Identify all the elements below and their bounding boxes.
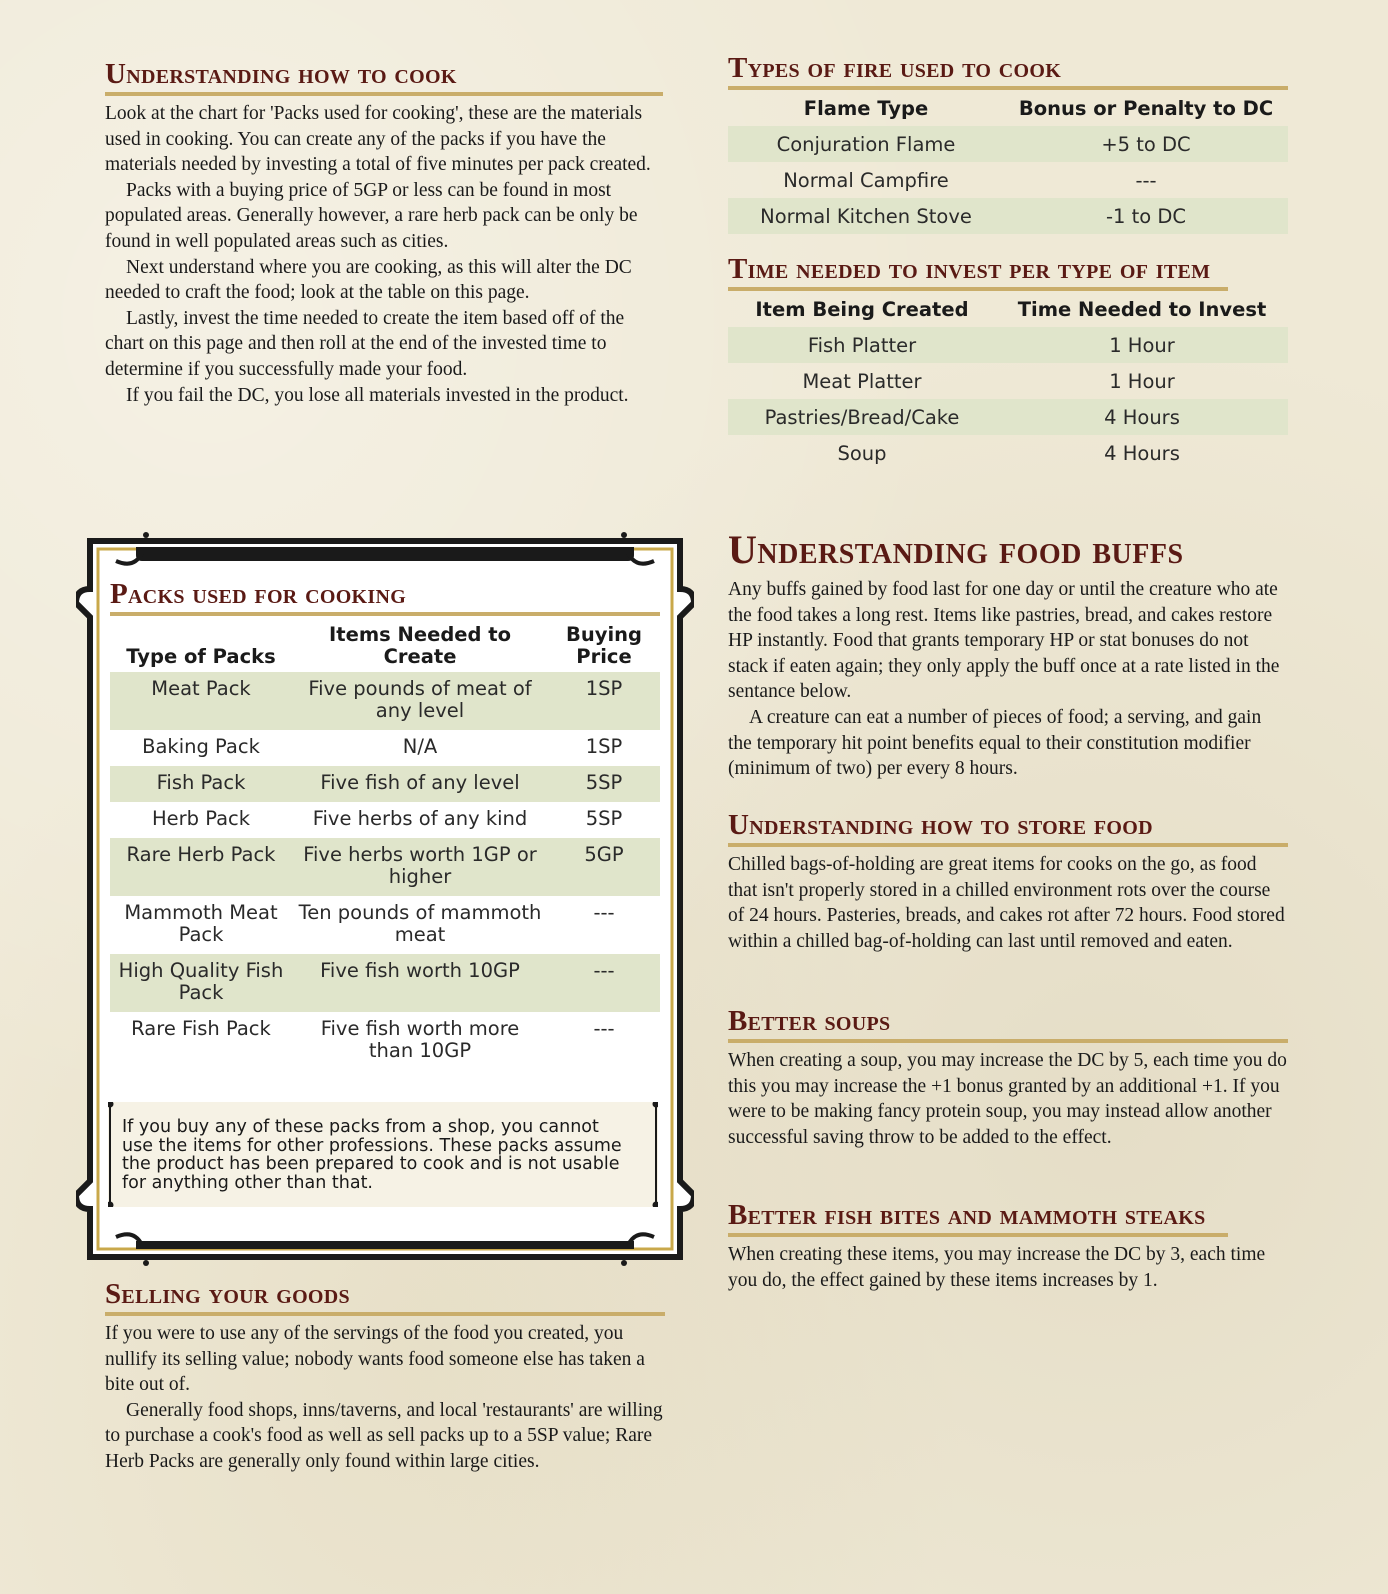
table-row	[728, 126, 1288, 162]
cook-paragraph-5: If you fail the DC, you lose all materials invested in the product.	[126, 384, 629, 406]
table-row	[728, 162, 1288, 198]
heading-packs: Packs used for cooking	[110, 578, 660, 616]
heading-time: Time needed to invest per type of item	[728, 253, 1228, 291]
section-fire	[728, 52, 1288, 234]
flame-bonus-cell: +5 to DC	[1004, 126, 1288, 162]
heading-store: Understanding how to store food	[728, 809, 1288, 847]
time-value-cell: 4 Hours	[996, 399, 1288, 435]
pack-price-cell: 1SP	[585, 735, 623, 758]
section-selling	[105, 1278, 665, 1475]
packs-box	[76, 527, 694, 1271]
table-row	[110, 896, 660, 954]
buffs-paragraph-1: Any buffs gained by food last for one day or until the creature who ate the food takes a long rest. Items like pastries, bread, and cakes restore HP instantly. Food that grants temporary HP or stat bonuses do not stack if eaten again; they only apply the buff once at a rate listed in the sentance below.	[728, 579, 1280, 703]
packs-header-type: Type of Packs	[126, 645, 276, 668]
pack-items-cell: Five herbs worth 1GP or higher	[292, 838, 548, 896]
buffs-paragraph-2: A creature can eat a number of pieces of food; a serving, and gain the temporary hit point benefits equal to their constitution modifier (minimum of two) per every 8 hours.	[728, 706, 1262, 780]
time-value-cell: 4 Hours	[1104, 441, 1180, 465]
fire-table	[728, 90, 1288, 234]
heading-fire: Types of fire used to cook	[728, 52, 1288, 90]
packs-note	[108, 1102, 658, 1207]
pack-type-cell: Meat Pack	[110, 672, 292, 730]
packs-table	[110, 620, 660, 1070]
packs-note-text: If you buy any of these packs from a shop, you cannot use the items for other professions. These packs assume the product has been prepared to cook and is not usable for anything other than that.	[122, 1117, 622, 1193]
time-value-cell: 1 Hour	[1109, 369, 1175, 393]
pack-items-cell: Ten pounds of mammoth meat	[298, 901, 542, 946]
pack-price-cell: 5SP	[548, 766, 660, 802]
pack-items-cell: Five herbs of any kind	[312, 807, 528, 830]
cook-paragraph-4: Lastly, invest the time needed to create the item based off of the chart on this page and then roll at the end of the invested time to determine if you successfully made your food.	[105, 307, 625, 380]
pack-type-cell: Baking Pack	[142, 735, 260, 758]
table-row	[110, 672, 660, 730]
selling-paragraph-2: Generally food shops, inns/taverns, and local 'restaurants' are willing to purchase a cook's food as well as sell packs up to a 5SP value; Rare Herb Packs are generally only found within large cities.	[105, 1399, 663, 1472]
selling-paragraph-1: If you were to use any of the servings of the food you created, you nullify its selling value; nobody wants food someone else has taken a bite out of.	[105, 1323, 645, 1396]
fire-header-bonus: Bonus or Penalty to DC	[1018, 96, 1274, 120]
table-row	[728, 327, 1288, 363]
heading-buffs: Understanding food buffs	[728, 527, 1184, 572]
cook-paragraph-3: Next understand where you are cooking, as this will alter the DC needed to craft the food; look at the table on this page.	[105, 256, 632, 304]
pack-type-cell: High Quality Fish Pack	[110, 954, 292, 1012]
packs-header-price: Buying Price	[566, 623, 642, 668]
pack-items-cell: Five fish worth more than 10GP	[320, 1017, 520, 1062]
table-row	[728, 198, 1288, 234]
store-paragraph-1: Chilled bags-of-holding are great items for cooks on the go, as food that isn't properly stored in a chilled environment rots over the course of 24 hours. Pasteries, breads, and cakes rot after 72 hours. Food stored within a chilled bag-of-holding can last until removed and eaten.	[728, 854, 1285, 952]
table-row	[110, 802, 660, 838]
cook-paragraph-2: Packs with a buying price of 5GP or less can be found in most populated areas. Generally however, a rare herb pack can be only be found in well populated areas such as cities.	[105, 179, 638, 252]
time-item-cell: Soup	[837, 441, 887, 465]
section-soups	[728, 1005, 1288, 1150]
fire-header-flame: Flame Type	[803, 96, 929, 120]
cook-paragraph-1: Look at the chart for 'Packs used for cooking', these are the materials used in cooking. You can create any of the packs if you have the materials needed by investing a total of five minutes per pack created.	[105, 103, 651, 176]
packs-header-items: Items Needed to Create	[329, 623, 511, 668]
section-understanding-cook	[105, 58, 663, 408]
pack-price-cell: 1SP	[548, 672, 660, 730]
table-row	[110, 1012, 660, 1070]
flame-type-cell: Conjuration Flame	[728, 126, 1004, 162]
section-fish	[728, 1199, 1288, 1293]
time-table	[728, 291, 1288, 471]
table-row	[110, 730, 660, 766]
table-row	[728, 435, 1288, 471]
section-store	[728, 809, 1288, 954]
pack-items-cell: Five fish of any level	[292, 766, 548, 802]
flame-type-cell: Normal Campfire	[783, 168, 949, 192]
heading-soups: Better soups	[728, 1005, 1288, 1043]
flame-type-cell: Normal Kitchen Stove	[728, 198, 1004, 234]
fish-paragraph-1: When creating these items, you may increase the DC by 3, each time you do, the effect gained by these items increases by 1.	[728, 1244, 1266, 1291]
flame-bonus-cell: ---	[1135, 168, 1157, 192]
pack-type-cell: Mammoth Meat Pack	[124, 901, 278, 946]
heading-understanding-cook: Understanding how to cook	[105, 58, 663, 96]
pack-type-cell: Rare Herb Pack	[110, 838, 292, 896]
time-value-cell: 1 Hour	[996, 327, 1288, 363]
pack-type-cell: Herb Pack	[151, 807, 251, 830]
pack-type-cell: Rare Fish Pack	[131, 1017, 271, 1040]
table-row	[110, 766, 660, 802]
section-buffs	[728, 528, 1288, 782]
fire-table-header	[728, 90, 1288, 126]
table-row	[728, 399, 1288, 435]
packs-table-header	[110, 620, 660, 672]
packs-box-content	[110, 578, 660, 1070]
pack-type-cell: Fish Pack	[110, 766, 292, 802]
pack-items-cell: Five fish worth 10GP	[292, 954, 548, 1012]
table-row	[110, 838, 660, 896]
time-table-header	[728, 291, 1288, 327]
pack-price-cell: ---	[593, 901, 615, 924]
flame-bonus-cell: -1 to DC	[1004, 198, 1288, 234]
time-item-cell: Pastries/Bread/Cake	[728, 399, 996, 435]
pack-items-cell: Five pounds of meat of any level	[292, 672, 548, 730]
pack-price-cell: 5SP	[585, 807, 623, 830]
table-row	[728, 363, 1288, 399]
heading-fish: Better fish bites and mammoth steaks	[728, 1199, 1228, 1237]
soups-paragraph-1: When creating a soup, you may increase the DC by 5, each time you do this you may increase the +1 bonus granted by an additional +1. If you were to be making fancy protein soup, you may instead allow another successful saving throw to be added to the effect.	[728, 1050, 1287, 1148]
pack-price-cell: ---	[593, 1017, 615, 1040]
pack-price-cell: 5GP	[548, 838, 660, 896]
time-header-time: Time Needed to Invest	[1017, 297, 1267, 321]
time-item-cell: Meat Platter	[802, 369, 922, 393]
pack-price-cell: ---	[548, 954, 660, 1012]
section-time	[728, 253, 1288, 471]
time-item-cell: Fish Platter	[728, 327, 996, 363]
heading-selling: Selling your goods	[105, 1278, 665, 1316]
pack-items-cell: N/A	[402, 735, 438, 758]
table-row	[110, 954, 660, 1012]
time-header-item: Item Being Created	[755, 297, 969, 321]
